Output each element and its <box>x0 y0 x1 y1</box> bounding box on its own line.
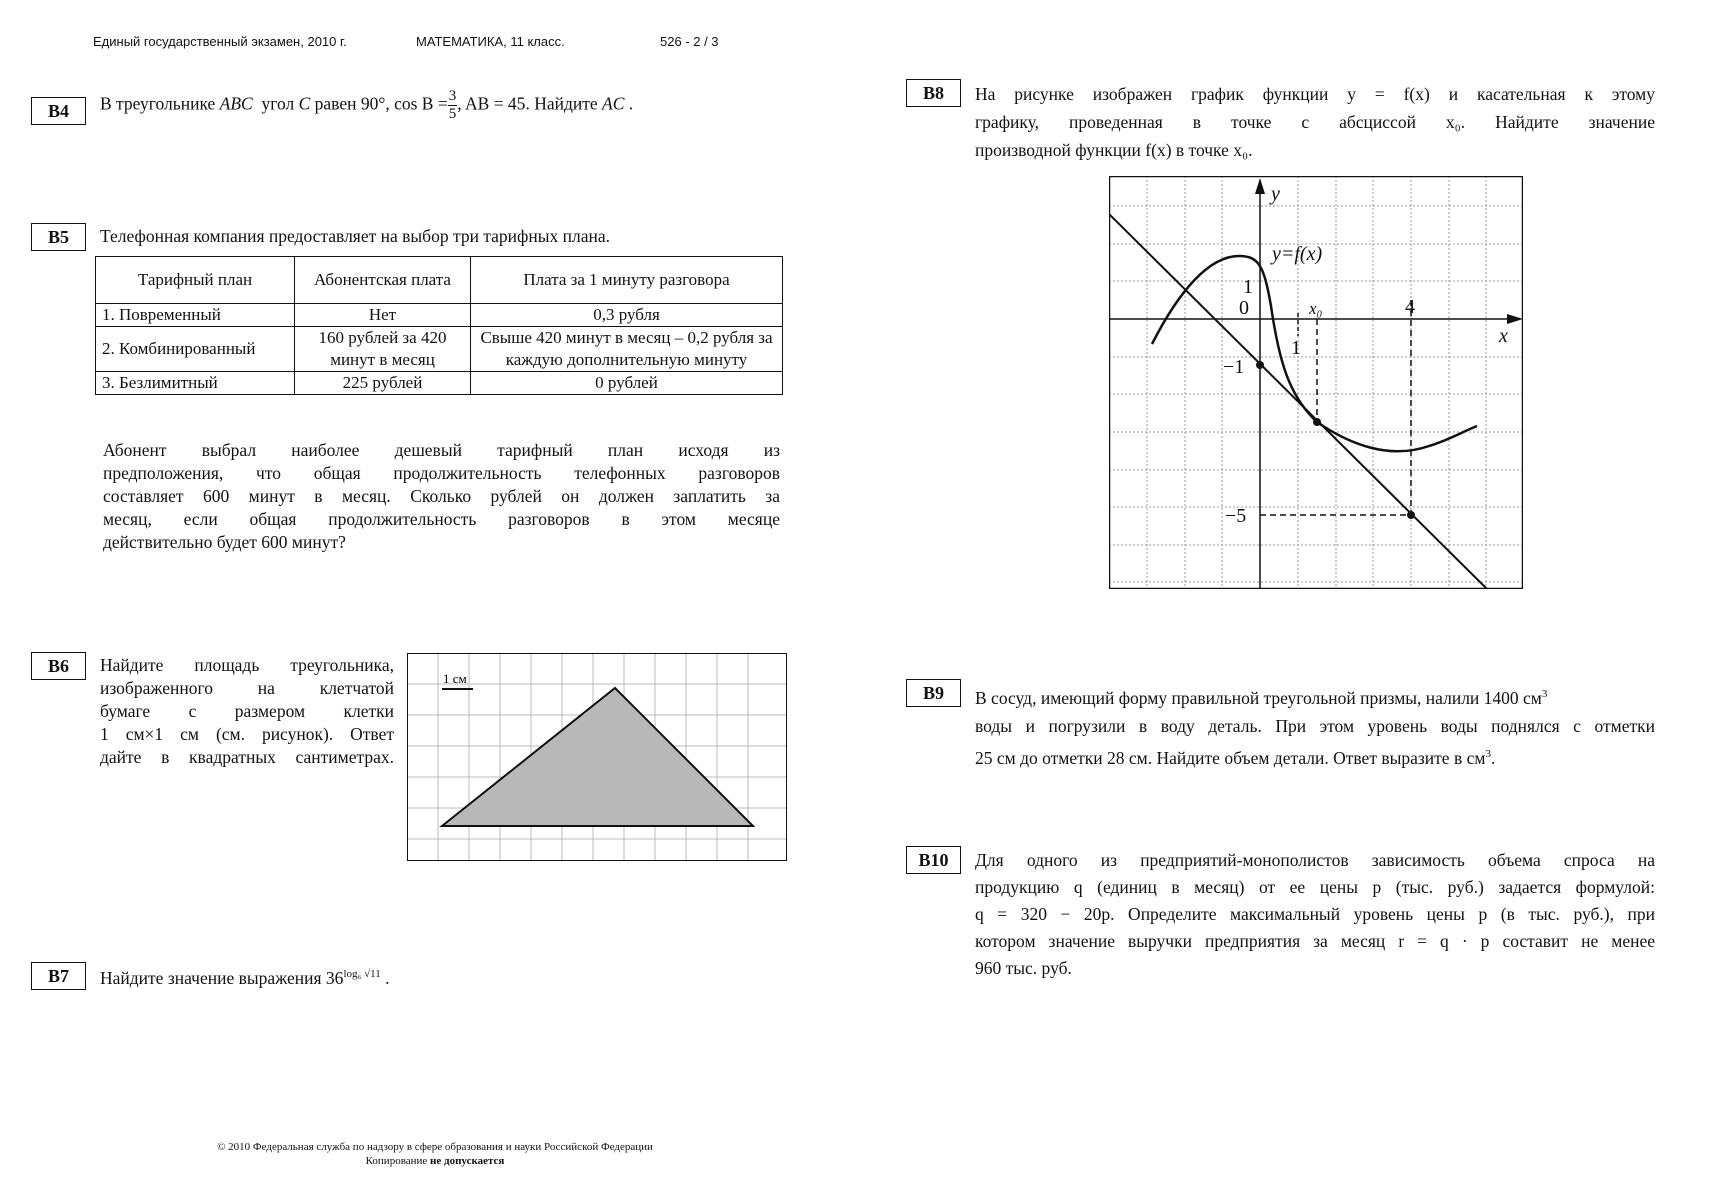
task-b6-text <box>100 654 394 769</box>
table-cell: Нет <box>295 304 471 327</box>
triangle-grid-figure <box>407 653 787 861</box>
table-cell: 160 рублей за 420 минут в месяц <box>295 327 471 372</box>
table-header: Абонентская плата <box>295 257 471 304</box>
graph-border <box>1110 177 1523 589</box>
b8-line: графику, проведенная в точке с абсциссой x₀. Найдите значение <box>975 112 1655 132</box>
y-axis-label: y <box>1271 183 1280 205</box>
task-label-b9: B9 <box>906 679 961 707</box>
origin-label: 0 <box>1239 297 1249 319</box>
table-cell: Свыше 420 минут в месяц – 0,2 рубля за каждую дополнительную минуту <box>471 327 783 372</box>
x-axis-label: x <box>1499 325 1508 347</box>
b9-part: . <box>1490 747 1496 768</box>
table-header-row <box>96 257 783 304</box>
table-cell: 2. Комбинированный <box>96 327 295 372</box>
task-b7-text <box>100 963 389 990</box>
b8-line: На рисунке изображен график функции y = f(x) и касательная к этому <box>975 84 1655 104</box>
b4-part: В треугольнике <box>100 93 216 114</box>
b10-line: q = 320 − 20p. Определите максимальный уровень цены p (в тыс. руб.), при <box>975 904 1655 924</box>
b10-line: продукцию q (единиц в месяц) от ее цены p (тыс. руб.) задается формулой: <box>975 877 1655 897</box>
table-header: Плата за 1 минуту разговора <box>471 257 783 304</box>
x-arrow-icon <box>1507 314 1523 324</box>
b4-dot: . <box>628 93 634 114</box>
task-b8-text <box>975 80 1655 164</box>
b8-line: производной функции f(x) в точке x₀. <box>975 140 1253 160</box>
y-tick-1: 1 <box>1243 276 1253 298</box>
page-number: 526 - 2 / 3 <box>660 34 719 49</box>
tariff-table <box>95 256 783 395</box>
y-arrow-icon <box>1255 178 1265 194</box>
b4-den: 5 <box>448 106 457 122</box>
b4-ab: , AB = 45 <box>457 93 526 114</box>
graph-grid <box>1109 176 1523 589</box>
task-label-b7: B7 <box>31 962 86 990</box>
b9-sup: 3 <box>1541 688 1548 700</box>
b7-dot: . <box>385 967 390 988</box>
table-cell: 1. Повременный <box>96 304 295 327</box>
b9-part: В сосуд, имеющий форму правильной треугольной призмы, налили 1400 см <box>975 687 1542 708</box>
footer-copy-text: Копирование <box>365 1155 428 1167</box>
footer-copyright: © 2010 Федеральная служба по надзору в сфере образования и науки Российской Федерации <box>217 1141 653 1153</box>
footer <box>160 1140 710 1168</box>
b10-line: 960 тыс. руб. <box>975 958 1072 978</box>
table-row <box>96 327 783 372</box>
task-b4-text <box>100 88 633 123</box>
function-label: y=f(x) <box>1272 243 1323 265</box>
b4-c: C <box>298 93 311 114</box>
triangle <box>442 688 753 826</box>
x-tick-1: 1 <box>1291 337 1301 359</box>
b7-exponent: log₆ √11 <box>343 968 381 980</box>
table-row <box>96 372 783 395</box>
table-row <box>96 304 783 327</box>
scale-label: 1 см <box>443 671 467 686</box>
b4-num: 3 <box>448 88 457 104</box>
task-b9-text <box>975 680 1655 772</box>
function-graph <box>1109 176 1523 589</box>
task-b5-text <box>103 439 780 554</box>
y-tick-minus1: −1 <box>1223 356 1245 378</box>
b10-line: Для одного из предприятий-монополистов зависимость объема спроса на <box>975 850 1655 870</box>
b5-line: Абонент выбрал наиболее дешевый тарифный план исходя из <box>103 440 780 460</box>
table-cell: 0,3 рубля <box>471 304 783 327</box>
b4-ac: AC <box>602 93 625 114</box>
b6-line: изображенного на клетчатой <box>100 678 394 698</box>
b4-part: равен 90°, <box>314 93 390 114</box>
tangent-point-x4 <box>1407 511 1415 519</box>
b7-text: Найдите значение выражения 36 <box>100 967 344 988</box>
x-tick-4: 4 <box>1405 296 1415 318</box>
task-label-b8: B8 <box>906 79 961 107</box>
b9-line <box>975 740 1655 772</box>
task-label-b10: B10 <box>906 846 961 874</box>
table-cell: 225 рублей <box>295 372 471 395</box>
b6-line: 1 см×1 см (см. рисунок). Ответ <box>100 724 394 744</box>
task-label-b5: B5 <box>31 223 86 251</box>
b6-line: бумаге с размером клетки <box>100 701 394 721</box>
x0-label: x₀ <box>1309 299 1323 318</box>
b5-line: предположения, что общая продолжительность телефонных разговоров <box>103 463 780 483</box>
b10-line: котором значение выручки предприятия за месяц r = q · p составит не менее <box>975 931 1655 951</box>
b9-line: воды и погрузили в воду деталь. При этом уровень воды поднялся с отметки <box>975 715 1655 736</box>
b9-line <box>975 680 1655 712</box>
tangency-point <box>1313 418 1321 426</box>
y-tick-minus5: −5 <box>1225 505 1247 527</box>
table-cell: 3. Безлимитный <box>96 372 295 395</box>
task-label-b4: B4 <box>31 97 86 125</box>
b4-abc: ABC <box>219 93 253 114</box>
b6-line: дайте в квадратных сантиметрах. <box>100 747 394 767</box>
task-b10-text <box>975 847 1655 982</box>
tangent-y-intercept-point <box>1256 361 1264 369</box>
table-cell: 0 рублей <box>471 372 783 395</box>
subject-title: МАТЕМАТИКА, 11 класс. <box>416 34 565 49</box>
footer-copy-bold: не допускается <box>430 1155 505 1167</box>
b5-line: действительно будет 600 минут? <box>103 532 346 552</box>
b4-fraction <box>448 88 458 123</box>
b9-part: 25 см до отметки 28 см. Найдите объем детали. Ответ выразите в см <box>975 747 1486 768</box>
b5-line: составляет 600 минут в месяц. Сколько рублей он должен заплатить за <box>103 486 780 506</box>
b5-line: месяц, если общая продолжительность разговоров в этом месяце <box>103 509 780 529</box>
b4-part: . Найдите <box>525 93 598 114</box>
task-label-b6: B6 <box>31 652 86 680</box>
b6-line: Найдите площадь треугольника, <box>100 655 394 675</box>
footer-copy-notice <box>160 1154 710 1168</box>
table-header: Тарифный план <box>96 257 295 304</box>
exam-title: Единый государственный экзамен, 2010 г. <box>93 34 347 49</box>
b4-cos: cos B = <box>394 93 448 114</box>
b9-sup: 3 <box>1485 747 1491 760</box>
b4-part: угол <box>261 93 295 114</box>
task-b5-intro: Телефонная компания предоставляет на выбор три тарифных плана. <box>100 226 611 246</box>
